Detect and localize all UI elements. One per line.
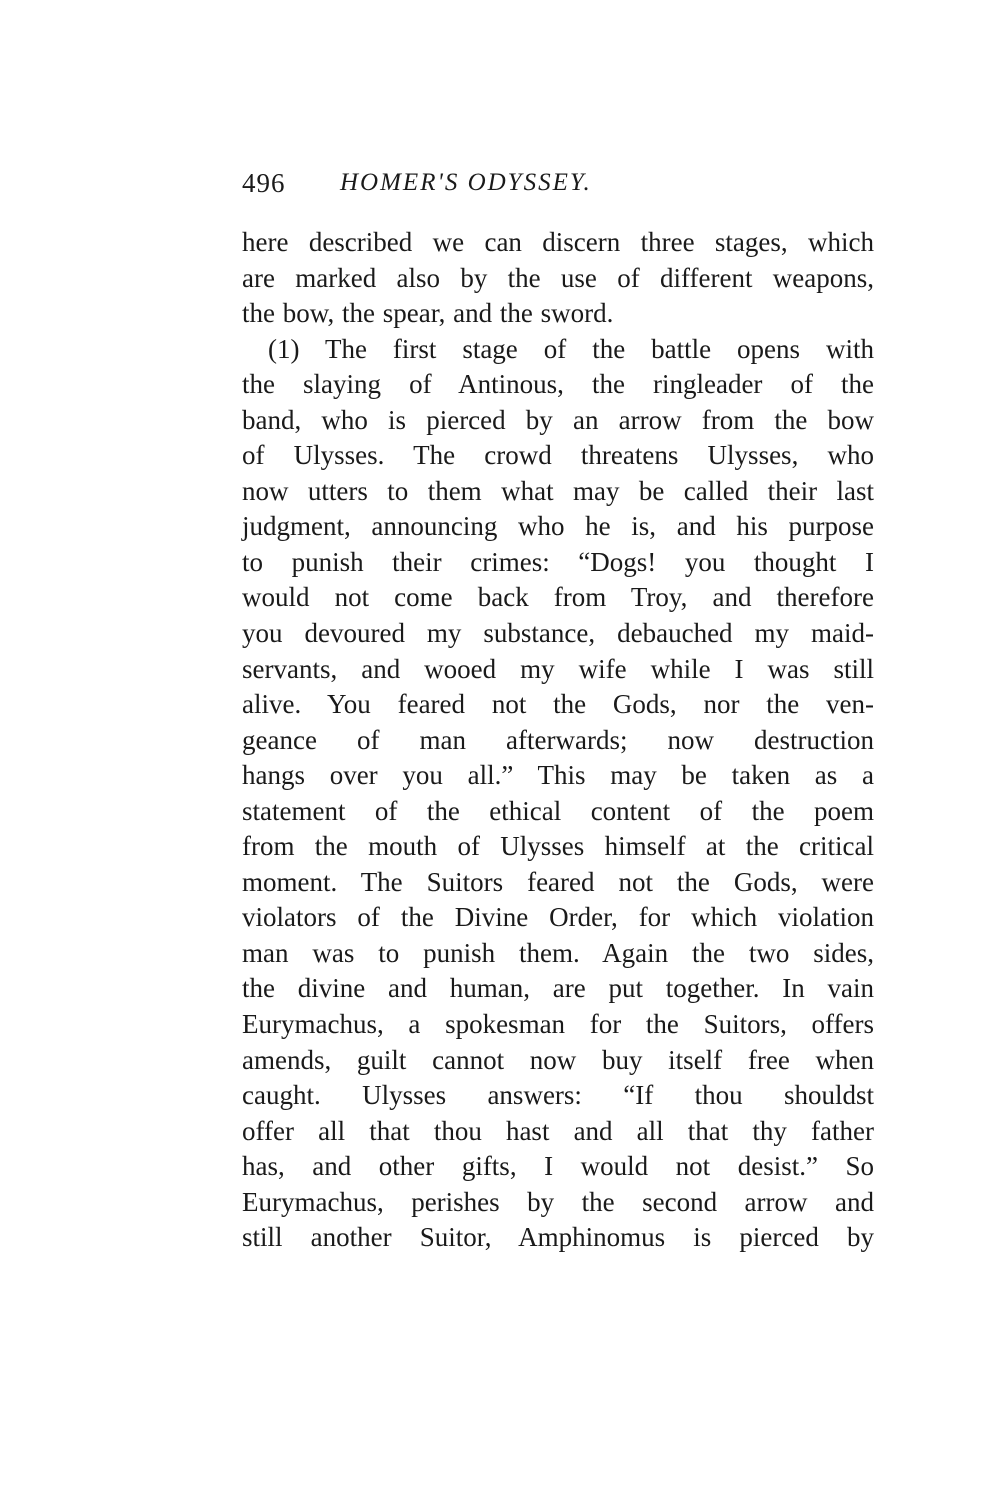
text-line: moment. The Suitors feared not the Gods, were <box>242 866 874 897</box>
text-line: geance of man afterwards; now destruction <box>242 724 874 755</box>
text-line: the divine and human, are put together. In vain <box>242 973 874 1004</box>
text-line: now utters to them what may be called their last <box>242 475 874 506</box>
text-line: Eurymachus, perishes by the second arrow and <box>242 1186 874 1217</box>
text-line: Eurymachus, a spokesman for the Suitors, offers <box>242 1009 874 1040</box>
text-line: hangs over you all.” This may be taken as a <box>242 760 874 791</box>
text-line: of Ulysses. The crowd threatens Ulysses, who <box>242 440 874 471</box>
running-head: HOMER'S ODYSSEY. <box>340 169 592 196</box>
text-line: servants, and wooed my wife while I was still <box>242 653 874 684</box>
text-line: man was to punish them. Again the two sides, <box>242 937 874 968</box>
text-line: amends, guilt cannot now buy itself free when <box>242 1044 874 1075</box>
text-line: statement of the ethical content of the poem <box>242 795 874 826</box>
text-line: offer all that thou hast and all that thy father <box>242 1115 874 1146</box>
text-line: alive. You feared not the Gods, nor the ven- <box>242 689 874 720</box>
text-line: still another Suitor, Amphinomus is pierced by <box>242 1222 874 1253</box>
text-line: to punish their crimes: “Dogs! you thought I <box>242 546 874 577</box>
text-line: the bow, the spear, and the sword. <box>242 298 614 329</box>
text-line: violators of the Divine Order, for which violation <box>242 902 874 933</box>
text-line: band, who is pierced by an arrow from the bow <box>242 404 874 435</box>
text-line: would not come back from Troy, and therefore <box>242 582 874 613</box>
text-line: the slaying of Antinous, the ringleader of the <box>242 369 874 400</box>
text-line: has, and other gifts, I would not desist.” So <box>242 1151 874 1182</box>
text-line: from the mouth of Ulysses himself at the critical <box>242 831 874 862</box>
text-line: judgment, announcing who he is, and his purpose <box>242 511 874 542</box>
text-line: (1) The first stage of the battle opens with <box>268 333 874 364</box>
text-line: you devoured my substance, debauched my maid- <box>242 618 874 649</box>
text-line: are marked also by the use of different weapons, <box>242 262 874 293</box>
page-header <box>242 168 874 208</box>
text-line: here described we can discern three stages, which <box>242 227 874 257</box>
text-line: caught. Ulysses answers: “If thou shouldst <box>242 1080 874 1111</box>
page-body <box>242 225 874 1256</box>
page-number: 496 <box>242 168 286 198</box>
